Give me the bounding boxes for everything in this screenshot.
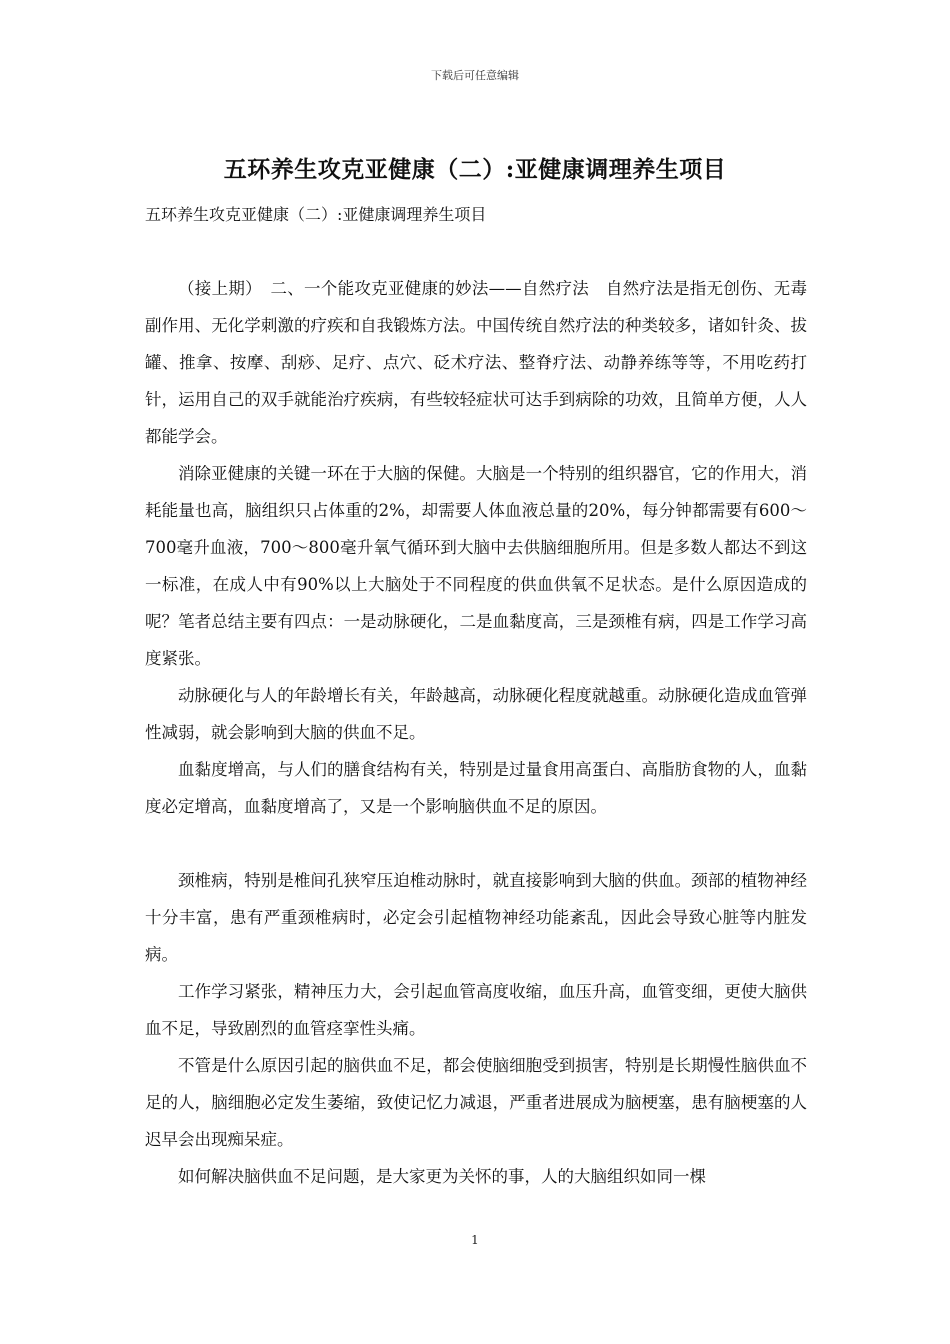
paragraph-stress: 工作学习紧张，精神压力大，会引起血管高度收缩，血压升高，血管变细，更使大脑供血不足，导致剧烈的血管痉挛性头痛。 (145, 982, 807, 1038)
document-body (145, 270, 807, 1195)
paragraph-intro: （接上期） 二、一个能攻克亚健康的妙法——自然疗法 自然疗法是指无创伤、无毒副作用、无化学刺激的疗疾和自我锻炼方法。中国传统自然疗法的种类较多，诸如针灸、拔罐、推拿、按摩、刮痧、足疗、点穴、砭术疗法、整脊疗法、动静养练等等，不用吃药打针，运用自己的双手就能治疗疾病，有些较轻症状可达手到病除的功效，且简单方便，人人都能学会。 (145, 279, 807, 446)
paragraph-brain-health: 消除亚健康的关键一环在于大脑的保健。大脑是一个特别的组织器官，它的作用大，消耗能量也高，脑组织只占体重的2%，却需要人体血液总量的20%，每分钟都需要有600～700毫升血液，700～800毫升氧气循环到大脑中去供脑细胞所用。但是多数人都达不到这一标准，在成人中有90%以上大脑处于不同程度的供血供氧不足状态。是什么原因造成的呢？笔者总结主要有四点：一是动脉硬化，二是血黏度高，三是颈椎有病，四是工作学习高度紧张。 (145, 464, 807, 668)
paragraph-consequences: 不管是什么原因引起的脑供血不足，都会使脑细胞受到损害，特别是长期慢性脑供血不足的人，脑细胞必定发生萎缩，致使记忆力减退，严重者进展成为脑梗塞，患有脑梗塞的人迟早会出现痴呆症。 (145, 1056, 807, 1149)
header-note: 下载后可任意编辑 (431, 69, 519, 82)
document-subtitle: 五环养生攻克亚健康（二）:亚健康调理养生项目 (145, 205, 487, 224)
paragraph-blood-viscosity: 血黏度增高，与人们的膳食结构有关，特别是过量食用高蛋白、高脂肪食物的人，血黏度必定增高，血黏度增高了，又是一个影响脑供血不足的原因。 (145, 760, 807, 816)
paragraph-solution: 如何解决脑供血不足问题，是大家更为关怀的事，人的大脑组织如同一棵 (178, 1167, 706, 1186)
paragraph-arteriosclerosis: 动脉硬化与人的年龄增长有关，年龄越高，动脉硬化程度就越重。动脉硬化造成血管弹性减弱，就会影响到大脑的供血不足。 (145, 686, 807, 742)
document-title: 五环养生攻克亚健康（二）:亚健康调理养生项目 (223, 156, 727, 183)
paragraph-cervical: 颈椎病，特别是椎间孔狭窄压迫椎动脉时，就直接影响到大脑的供血。颈部的植物神经十分丰富，患有严重颈椎病时，必定会引起植物神经功能紊乱，因此会导致心脏等内脏发病。 (145, 871, 807, 964)
page-number: 1 (471, 1233, 479, 1247)
